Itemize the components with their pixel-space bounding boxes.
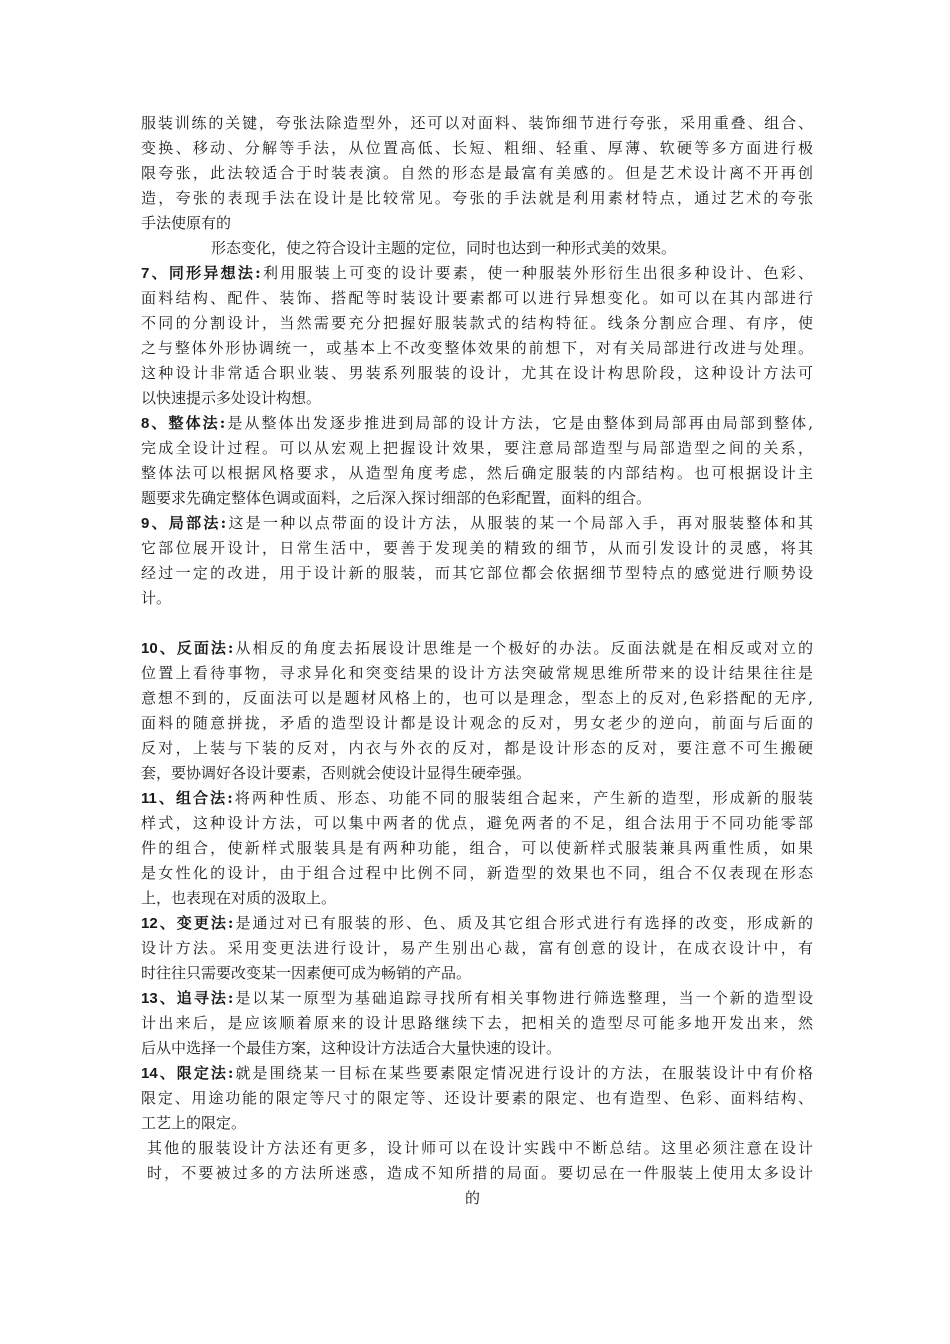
item-number: 8	[141, 415, 150, 432]
text-line: 以快速提示多处设计构想。	[141, 389, 322, 407]
item-term: 、反面法:	[157, 639, 234, 657]
list-item-heading-line	[141, 1062, 813, 1084]
text-line: 造，夸张的表现手法在设计是比较常见。夸张的手法就是利用素材特点，通过艺术的夸张	[141, 189, 813, 207]
list-item-heading-line	[141, 412, 813, 434]
text-line: 不同的分割设计，当然需要充分把握好服装款式的结构特征。线条分割应合理、有序，使	[141, 314, 813, 332]
list-item-heading-line	[141, 512, 813, 534]
item-text: 是以某一原型为基础追踪寻找所有相关事物进行筛选整理，当一个新的造型设	[233, 989, 813, 1007]
text-line: 套，要协调好各设计要素，否则就会使设计显得生硬牵强。	[141, 764, 532, 782]
text-line: 限夸张，此法较适合于时装表演。自然的形态是最富有美感的。但是艺术设计离不开再创	[141, 164, 813, 182]
item-term: 、同形异想法:	[149, 264, 261, 282]
text-line: 变换、移动、分解等手法，从位置高低、长短、粗细、轻重、厚薄、软硬等多方面进行极	[141, 139, 813, 157]
list-item-heading-line	[141, 912, 813, 934]
item-term: 、组合法:	[156, 789, 233, 807]
list-item-heading-line	[141, 262, 813, 284]
text-line: 时往往只需要改变某一因素便可成为畅销的产品。	[141, 964, 472, 982]
text-line: 限定、用途功能的限定等尺寸的限定等、还设计要素的限定、也有造型、色彩、面料结构、	[141, 1089, 813, 1107]
text-line: 件的组合，使新样式服装具是有两种功能，组合，可以使新样式服装兼具两重性质，如果	[141, 839, 813, 857]
text-line: 面料结构、配件、装饰、搭配等时装设计要素都可以进行异想变化。如可以在其内部进行	[141, 289, 813, 307]
text-line: 的	[465, 1189, 481, 1207]
text-line: 这种设计非常适合职业装、男装系列服装的设计，尤其在设计构思阶段，这种设计方法可	[141, 364, 813, 382]
text-line: 样式，这种设计方法，可以集中两者的优点，避免两者的不足，组合法用于不同功能零部	[141, 814, 813, 832]
item-term: 、追寻法:	[157, 989, 234, 1007]
item-term: 、变更法:	[157, 914, 234, 932]
text-line: 上，也表现在对质的汲取上。	[141, 889, 337, 907]
text-line: 面料的随意拼拢，矛盾的造型设计都是设计观念的反对，男女老少的逆向，前面与后面的	[141, 714, 813, 732]
item-text: 是从整体出发逐步推进到局部的设计方法，它是由整体到局部再由局部到整体,	[225, 414, 813, 432]
text-line: 整体法可以根据风格要求，从造型角度考虑，然后确定服装的内部结构。也可根据设计主	[141, 464, 813, 482]
item-text: 利用服装上可变的设计要素，使一种服装外形衍生出很多种设计、色彩、	[260, 264, 813, 282]
item-number: 11	[141, 790, 157, 807]
item-term: 、局部法:	[149, 514, 227, 532]
item-term: 、限定法:	[157, 1064, 234, 1082]
text-line: 位置上看待事物，寻求异化和突变结果的设计方法突破常规思维所带来的设计结果往往是	[141, 664, 813, 682]
text-line: 之与整体外形协调统一，或基本上不改变整体效果的前想下，对有关局部进行改进与处理。	[141, 339, 813, 357]
text-line: 后从中选择一个最佳方案，这种设计方法适合大量快速的设计。	[141, 1039, 562, 1057]
item-text: 是通过对已有服装的形、色、质及其它组合形式进行有选择的改变，形成新的	[233, 914, 813, 932]
text-line: 是女性化的设计，由于组合过程中比例不同，新造型的效果也不同，组合不仅表现在形态	[141, 864, 813, 882]
item-text: 这是一种以点带面的设计方法，从服装的某一个局部入手，再对服装整体和其	[226, 514, 813, 532]
item-text: 就是围绕某一目标在某些要素限定情况进行设计的方法，在服装设计中有价格	[233, 1064, 813, 1082]
item-number: 13	[141, 990, 158, 1007]
list-item-heading-line	[141, 637, 813, 659]
item-number: 7	[141, 265, 150, 282]
text-line: 时，不要被过多的方法所迷惑，造成不知所措的局面。要切忌在一件服装上使用太多设计	[147, 1164, 813, 1182]
item-number: 9	[141, 515, 150, 532]
text-line: 其他的服装设计方法还有更多，设计师可以在设计实践中不断总结。这里必须注意在设计	[147, 1139, 813, 1157]
list-item-heading-line	[141, 787, 813, 809]
text-line: 反对，上装与下装的反对，内衣与外衣的反对，都是设计形态的反对，要注意不可生搬硬	[141, 739, 813, 757]
text-line: 设计方法。采用变更法进行设计，易产生别出心裁，富有创意的设计，在成衣设计中，有	[141, 939, 813, 957]
item-number: 14	[141, 1065, 158, 1082]
text-line: 计出来后，是应该顺着原来的设计思路继续下去，把相关的造型尽可能多地开发出来，然	[141, 1014, 813, 1032]
text-line: 完成全设计过程。可以从宏观上把握设计效果，要注意局部造型与局部造型之间的关系，	[141, 439, 813, 457]
item-text: 将两种性质、形态、功能不同的服装组合起来，产生新的造型，形成新的服装	[232, 789, 813, 807]
text-line: 计。	[141, 589, 172, 607]
text-line: 手法使原有的	[141, 214, 232, 232]
item-term: 、整体法:	[149, 414, 226, 432]
item-number: 12	[141, 915, 158, 932]
item-number: 10	[141, 640, 158, 657]
text-line: 意想不到的，反面法可以是题材风格上的，也可以是理念，型态上的反对,色彩搭配的无序,	[141, 689, 813, 707]
text-line: 它部位展开设计，日常生活中，要善于发现美的精致的细节，从而引发设计的灵感，将其	[141, 539, 813, 557]
text-line: 经过一定的改进，用于设计新的服装，而其它部位都会依据细节型特点的感觉进行顺势设	[141, 564, 813, 582]
list-item-heading-line	[141, 987, 813, 1009]
text-line: 题要求先确定整体色调或面料，之后深入探讨细部的色彩配置，面料的组合。	[141, 489, 652, 507]
text-line: 工艺上的限定。	[141, 1114, 247, 1132]
item-text: 从相反的角度去拓展设计思维是一个极好的办法。反面法就是在相反或对立的	[233, 639, 813, 657]
text-line: 服装训练的关键，夸张法除造型外，还可以对面料、装饰细节进行夸张，采用重叠、组合、	[141, 114, 813, 132]
text-line: 形态变化，使之符合设计主题的定位，同时也达到一种形式美的效果。	[211, 239, 677, 257]
